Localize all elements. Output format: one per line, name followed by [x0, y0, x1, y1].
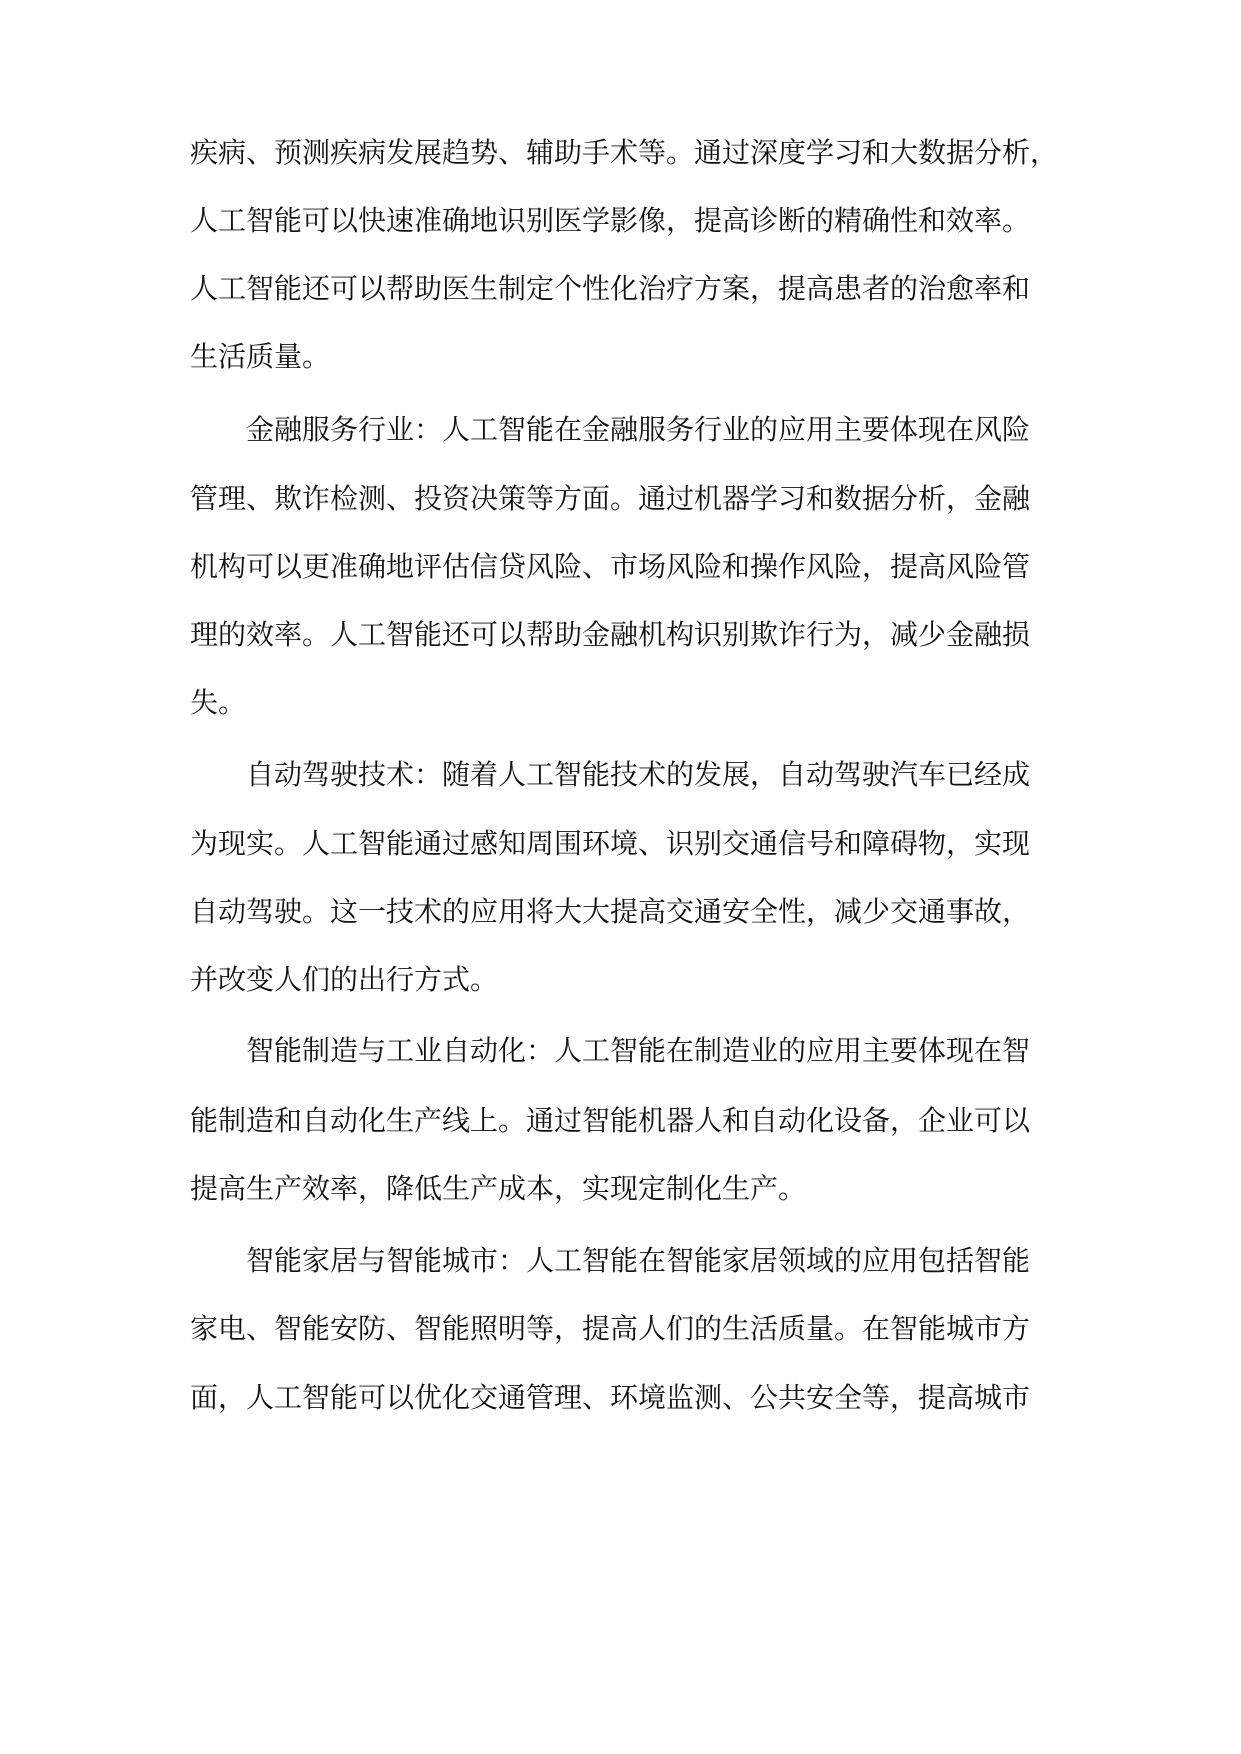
- text-line: 提高生产效率，降低生产成本，实现定制化生产。: [190, 1172, 807, 1205]
- text-line: 并改变人们的出行方式。: [190, 963, 499, 996]
- text-line: 机构可以更准确地评估信贷风险、市场风险和操作风险，提高风险管: [190, 550, 1031, 583]
- paragraph-first-line: 自动驾驶技术：随着人工智能技术的发展，自动驾驶汽车已经成: [246, 758, 1031, 791]
- text-line: 为现实。人工智能通过感知周围环境、识别交通信号和障碍物，实现: [190, 827, 1031, 860]
- paragraph-first-line: 金融服务行业：人工智能在金融服务行业的应用主要体现在风险: [246, 413, 1031, 446]
- text-line: 生活质量。: [190, 340, 331, 373]
- text-line: 人工智能可以快速准确地识别医学影像，提高诊断的精确性和效率。: [190, 204, 1031, 237]
- text-line: 能制造和自动化生产线上。通过智能机器人和自动化设备，企业可以: [190, 1104, 1031, 1137]
- paragraph-first-line: 智能家居与智能城市：人工智能在智能家居领域的应用包括智能: [246, 1244, 1031, 1277]
- text-line: 疾病、预测疾病发展趋势、辅助手术等。通过深度学习和大数据分析，: [190, 136, 1059, 169]
- text-line: 人工智能还可以帮助医生制定个性化治疗方案，提高患者的治愈率和: [190, 272, 1031, 305]
- text-line: 面，人工智能可以优化交通管理、环境监测、公共安全等，提高城市: [190, 1381, 1031, 1414]
- text-line: 失。: [190, 686, 247, 719]
- text-line: 理的效率。人工智能还可以帮助金融机构识别欺诈行为，减少金融损: [190, 618, 1031, 651]
- text-line: 管理、欺诈检测、投资决策等方面。通过机器学习和数据分析，金融: [190, 482, 1031, 515]
- paragraph-first-line: 智能制造与工业自动化：人工智能在制造业的应用主要体现在智: [246, 1034, 1031, 1067]
- text-line: 家电、智能安防、智能照明等，提高人们的生活质量。在智能城市方: [190, 1312, 1031, 1345]
- text-line: 自动驾驶。这一技术的应用将大大提高交通安全性，减少交通事故，: [190, 895, 1031, 928]
